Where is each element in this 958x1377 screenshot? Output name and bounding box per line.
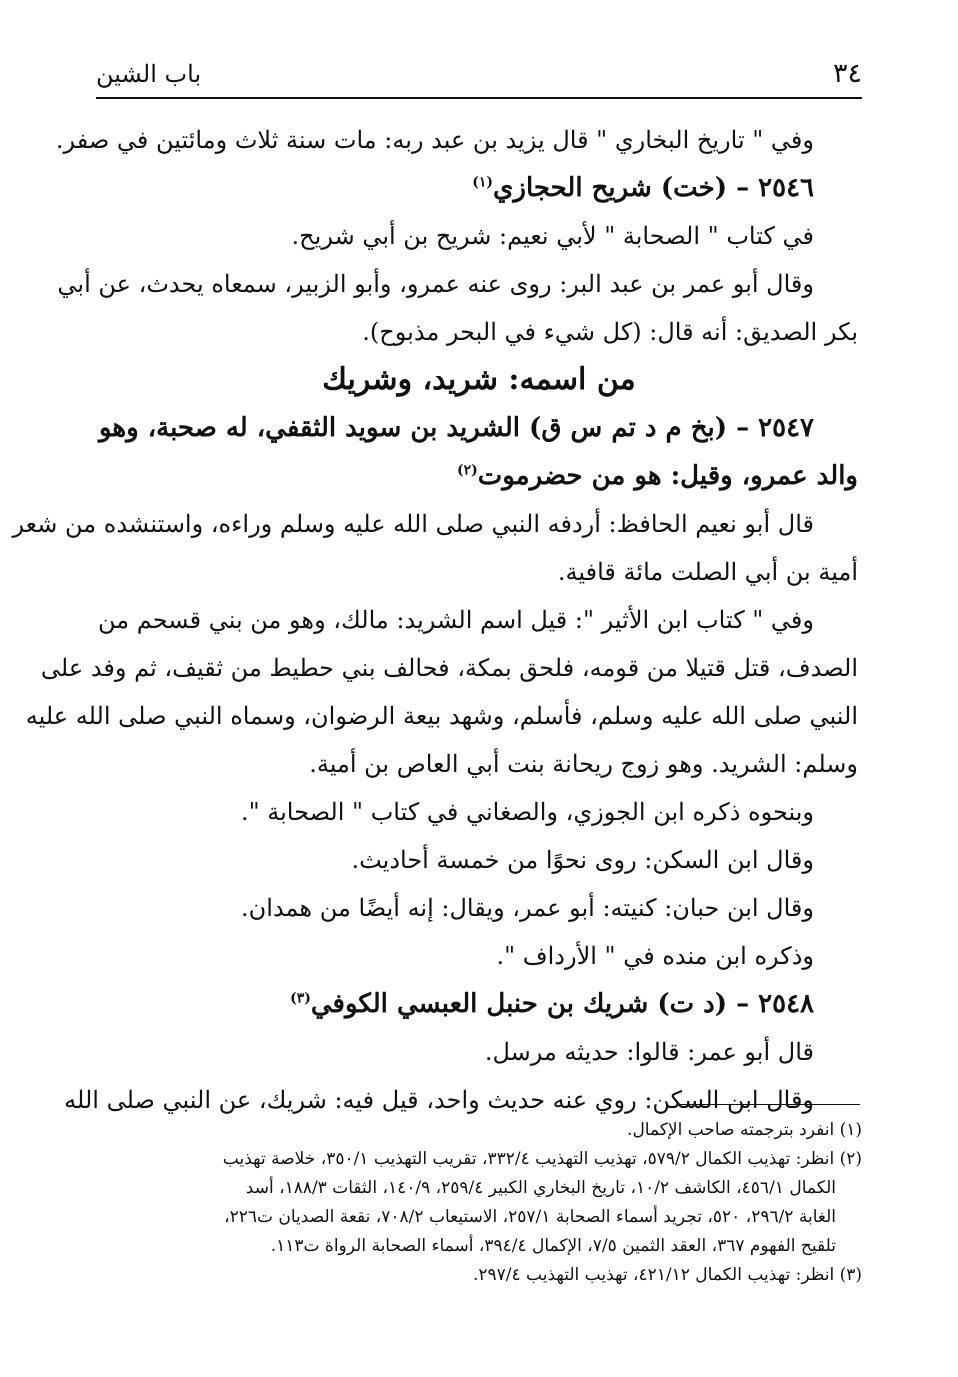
section-heading: من اسمه: شريد، وشريك xyxy=(322,362,636,397)
entry-heading-2547: ٢٥٤٧ – (بخ م د تم س ق) الشريد بن سويد الثقفي، له صحبة، وهو xyxy=(99,413,814,443)
text-line: النبي صلى الله عليه وسلم، فأسلم، وشهد بيعة الرضوان، وسماه النبي صلى الله عليه xyxy=(25,702,858,730)
text-line: وقال ابن حبان: كنيته: أبو عمر، ويقال: إنه أيضًا من همدان. xyxy=(241,894,814,922)
text-line: وقال أبو عمر بن عبد البر: روى عنه عمرو، وأبو الزبير، سمعاه يحدث، عن أبي xyxy=(57,270,814,298)
footnote-3: (٣) انظر: تهذيب الكمال ٤٢١/١٢، تهذيب التهذيب ٢٩٧/٤. xyxy=(472,1265,862,1285)
text-line: أمية بن أبي الصلت مائة قافية. xyxy=(557,558,858,586)
footnote-ref-1: (١) xyxy=(472,174,494,191)
header-divider xyxy=(96,97,862,99)
footnote-2-cont: الغابة ٢٩٦/٢، ٥٢٠، تجريد أسماء الصحابة ٢٥٧/١، الاستيعاب ٧٠٨/٢، نقعة الصديان ت٢٢٦، xyxy=(224,1207,836,1227)
footnote-2-cont: الكمال ٤٥٦/١، الكاشف ١٠/٢، تاريخ البخاري الكبير ٢٥٩/٤، ١٤٠/٩، الثقات ١٨٨/٣، أسد xyxy=(245,1178,836,1198)
entry-heading-2547-cont xyxy=(100,452,858,500)
text-line: قال أبو عمر: قالوا: حديثه مرسل. xyxy=(484,1038,814,1066)
footnote-1: (١) انفرد بترجمته صاحب الإكمال. xyxy=(627,1120,862,1140)
entry-heading-2548 xyxy=(100,980,858,1028)
main-text xyxy=(12,116,858,1124)
footnotes xyxy=(100,1116,862,1290)
text-line: وذكره ابن منده في " الأرداف ". xyxy=(496,942,814,970)
chapter-title: باب الشين xyxy=(96,60,202,88)
entry-title: والد عمرو، وقيل: هو من حضرموت xyxy=(477,461,858,491)
footnote-ref-3: (٣) xyxy=(290,990,311,1007)
text-line: وقال ابن السكن: روي عنه حديث واحد، قيل فيه: شريك، عن النبي صلى الله xyxy=(64,1086,814,1114)
text-line: وقال ابن السكن: روى نحوًا من خمسة أحاديث. xyxy=(351,846,814,874)
footnote-ref-2: (٢) xyxy=(456,462,478,479)
text-line: وبنحوه ذكره ابن الجوزي، والصغاني في كتاب " الصحابة ". xyxy=(240,798,814,826)
entry-title: ٢٥٤٦ – (خت) شريح الحجازي xyxy=(493,173,814,203)
footnote-2: (٢) انظر: تهذيب الكمال ٥٧٩/٢، تهذيب التهذيب ٣٣٢/٤، تقريب التهذيب ٣٥٠/١، خلاصة تهذيب xyxy=(222,1149,862,1169)
entry-title: ٢٥٤٨ – (د ت) شريك بن حنبل العبسي الكوفي xyxy=(310,989,814,1019)
text-line: وسلم: الشريد. وهو زوج ريحانة بنت أبي العاص بن أمية. xyxy=(309,750,858,778)
text-line: وفي " تاريخ البخاري " قال يزيد بن عبد ربه: مات سنة ثلاث ومائتين في صفر. xyxy=(55,126,814,154)
text-line: في كتاب " الصحابة " لأبي نعيم: شريح بن أبي شريح. xyxy=(291,222,814,250)
footnote-divider xyxy=(680,1104,860,1105)
page-number: ٣٤ xyxy=(832,58,862,89)
text-line: قال أبو نعيم الحافظ: أردفه النبي صلى الله عليه وسلم وراءه، واستنشده من شعر xyxy=(12,510,814,538)
text-line: الصدف، قتل قتيلا من قومه، فلحق بمكة، فحالف بني حطيط من ثقيف، ثم وفد على xyxy=(40,654,858,682)
entry-heading-2546 xyxy=(100,164,858,212)
page-header xyxy=(96,56,862,92)
text-line: بكر الصديق: أنه قال: (كل شيء في البحر مذبوح). xyxy=(362,318,858,346)
text-line: وفي " كتاب ابن الأثير ": قيل اسم الشريد: مالك، وهو من بني قسحم من xyxy=(97,606,814,634)
footnote-2-cont: تلقيح الفهوم ٣٦٧، العقد الثمين ٧/٥، الإكمال ٣٩٤/٤، أسماء الصحابة الرواة ت١١٣. xyxy=(270,1236,836,1256)
